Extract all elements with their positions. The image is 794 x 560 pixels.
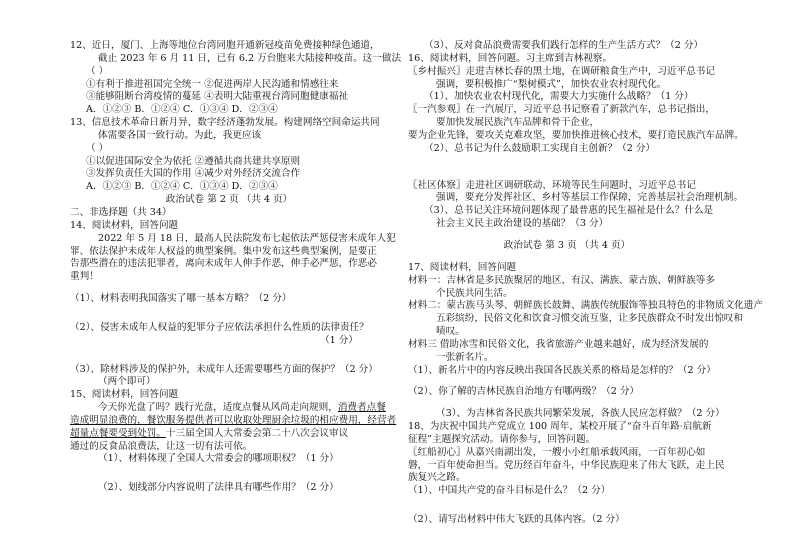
q16-subquestion-2: （2）、总书记为什么鼓励职工实现自主创新？（2 分） — [424, 142, 656, 154]
q16-material: 要加快发展民族汽车品牌和骨干企业， — [436, 117, 600, 129]
q15-material: 超量点餐要受到处罚。十三届全国人大常委会第二十八次会议审议 — [70, 427, 349, 439]
q14-material: 重判！ — [70, 271, 99, 283]
q15-subquestion-3: （3）、反对食品浪费需要我们践行怎样的生产生活方式？（2 分） — [424, 40, 704, 51]
q12-option-line: ③能够阻断台湾疫情的蔓延 ④表明大陆重视台湾同胞健康福祉 — [86, 91, 349, 103]
q14-material: 告那些潜在的违法犯罪者，离向未成年人伸手作恶，伸手必严惩，作恶必 — [70, 258, 377, 270]
q15-material: 通过的反食品浪费法，让这一切有法可依。 — [70, 440, 253, 452]
q17-subquestion-1: （1）、新名片中的内容反映出我国各民族关系的格局是怎样的？（2 分） — [408, 364, 716, 376]
q16-subquestion-3-cont: 社会主义民主政治建设的基础？（3 分） — [436, 218, 609, 230]
q16-material: 强调，要积极推广“梨树模式”，加快农业农村现代化。 — [436, 78, 667, 90]
q18-subquestion-2: （2）、请写出材料中伟大飞跃的具体内容。（2 分） — [408, 514, 625, 526]
q16-subquestion-3: （3）、总书记关注环境问题体现了最普惠的民生福祉是什么？什么是 — [424, 205, 714, 217]
q16-material: 〖一汽参观〗在一汽展厅，习近平总书记察看了新款汽车，总书记指出， — [408, 104, 715, 116]
underlined-text: 超量点餐要受到处罚。 — [70, 427, 166, 439]
q16-material: 要为企业先锋，要攻关克难攻坚，要加快推进核心技术，要打造民族汽车品牌。 — [408, 129, 744, 141]
q15-title: 15、阅读材料，回答问题 — [70, 389, 179, 401]
q12-option-line: ①有利于推进祖国完全统一 ②促进两岸人民沟通和情感往来 — [86, 78, 339, 90]
q12-blank: （ ） — [86, 65, 109, 77]
q14-subquestion-3: （3）、除材料涉及的保护外，未成年人还需要哪些方面的保护？（2 分） — [70, 363, 378, 375]
q17-material: 材料三 借助冰雪和民俗文化，我省旅游产业越来越好，成为经济发展的 — [408, 338, 709, 350]
q13-choices: A．①②③ B．①②④ C．①③④ D．②③④ — [86, 181, 278, 193]
q12-choices: A．①②③ B．①②④ C．①③④ D．②③④ — [86, 104, 278, 116]
page-footer: 政治试卷 第 3 页 （共 4 页） — [503, 239, 631, 251]
q12-stem: 12、近日，厦门、上海等地位台湾同胞开通新冠疫苗免费接种绿色通道， — [70, 40, 380, 51]
q16-material: 强调，要充分发挥社区、乡村等基层工作保障，完善基层社会治理机制。 — [436, 192, 743, 204]
q17-material: 个民族共同生活。 — [436, 287, 513, 299]
q16-subquestion-1: （1）、加快农业农村现代化，需要大力实施什么战略？（1 分） — [424, 91, 694, 103]
q17-material: 一张新名片。 — [436, 351, 494, 363]
page-footer: 政治试卷 第 2 页 （共 4 页） — [165, 194, 293, 206]
q12-stem-cont: 截止 2023 年 6 月 11 日，已有 6.2 万台胞来大陆接种疫苗。这一做法 — [98, 52, 402, 64]
q14-subquestion-2-score: （1 分） — [320, 334, 358, 346]
q17-material: 啧叹。 — [436, 326, 465, 338]
underlined-text: 造成明显浪费的，餐饮服务提供者可以收取处理厨余垃圾的相应费用，经营者 — [70, 414, 397, 426]
q15-material: 今天你光盘了吗？践行光盘，适度点餐从风尚走向规则，消费者点餐 — [98, 402, 386, 414]
q18-title-cont: 征程”主题探究活动。请你参与，回答问题。 — [408, 433, 596, 445]
q14-subquestion-2: （2）、侵害未成年人权益的犯罪分子应依法承担什么性质的法律责任？ — [70, 321, 369, 333]
q18-material: 磐，一百年使命担当。党历经百年奋斗，中华民族迎来了伟大飞跃，走上民 — [408, 459, 725, 471]
q16-material: 〖社区体察〗走进社区调研联动、环境等民生问题时，习近平总书记 — [408, 179, 696, 191]
q14-material: 罪、依法保护未成年人权益的典型案例。集中发布这些典型案例，是要正 — [70, 245, 377, 257]
q14-subquestion-1: （1）、材料表明我国落实了哪一基本方略？（2 分） — [70, 293, 292, 305]
q13-stem-cont: 体需要各国一致行动。为此，我更应该 — [98, 129, 262, 141]
q17-material: 材料二：蒙古族马头琴、朝鲜族长鼓舞、满族传统服饰等独具特色的非物质文化遗产 — [408, 300, 763, 312]
q13-option-line: ①以促进国际安全为依托 ②遵循共商共建共享原则 — [86, 155, 301, 167]
q18-title: 18、为庆祝中国共产党成立 100 周年，某校开展了“奋斗百年路·启航新 — [408, 421, 712, 433]
q14-subquestion-3-note: （两个即可） — [98, 376, 156, 388]
q14-title: 14、阅读材料，回答问题 — [70, 219, 179, 231]
q15-subquestion-1: （1）、材料体现了全国人大常委会的哪项职权？（1 分） — [98, 453, 339, 465]
q17-title: 17、阅读材料，回答问题 — [408, 261, 517, 273]
q15-subquestion-2: （2）、划线部分内容说明了法律具有哪些作用？（2 分） — [98, 482, 339, 494]
q17-subquestion-3: （3）、为吉林省各民族共同繁荣发展，各族人民应怎样做？（2 分） — [436, 408, 725, 420]
q18-material: 族复兴之路。 — [408, 472, 466, 484]
right-column — [408, 40, 763, 527]
q13-blank: （ ） — [86, 142, 109, 154]
left-column — [70, 40, 402, 495]
q17-subquestion-2: （2）、你了解的吉林民族自治地方有哪两级？（2 分） — [408, 386, 640, 398]
q14-material: 2022 年 5 月 18 日，最高人民法院发布七起依法严惩侵害未成年人犯 — [98, 232, 396, 244]
q16-title: 16、阅读材料，回答问题。习主席到吉林视察。 — [408, 52, 613, 64]
q13-option-line: ③发挥负责任大国的作用 ④减少对外经济交流合作 — [86, 168, 301, 180]
q18-subquestion-1: （1）、中国共产党的奋斗目标是什么？（2 分） — [408, 485, 611, 497]
q18-material: 〖红船初心〗从嘉兴南湖出发，一艘小小红船承载风雨，一百年初心如 — [408, 446, 706, 458]
underlined-text: 消费者点餐 — [337, 402, 386, 414]
q17-material: 材料一：吉林省是多民族聚居的地区，有汉、满族、蒙古族、朝鲜族等多 — [408, 274, 715, 286]
q17-material: 五彩缤纷，民俗文化和饮食习惯交流互鉴，让多民族群众不时发出惊叹和 — [436, 313, 743, 325]
section-heading: 二、非选择题（共 34） — [70, 206, 172, 218]
q16-material: 〖乡村振兴〗走进吉林长春的黑土地，在调研粮食生产中，习近平总书记 — [408, 65, 715, 77]
q13-stem: 13、信息技术革命日新月异，数字经济蓬勃发展。构建网络空间命运共同 — [70, 117, 380, 129]
